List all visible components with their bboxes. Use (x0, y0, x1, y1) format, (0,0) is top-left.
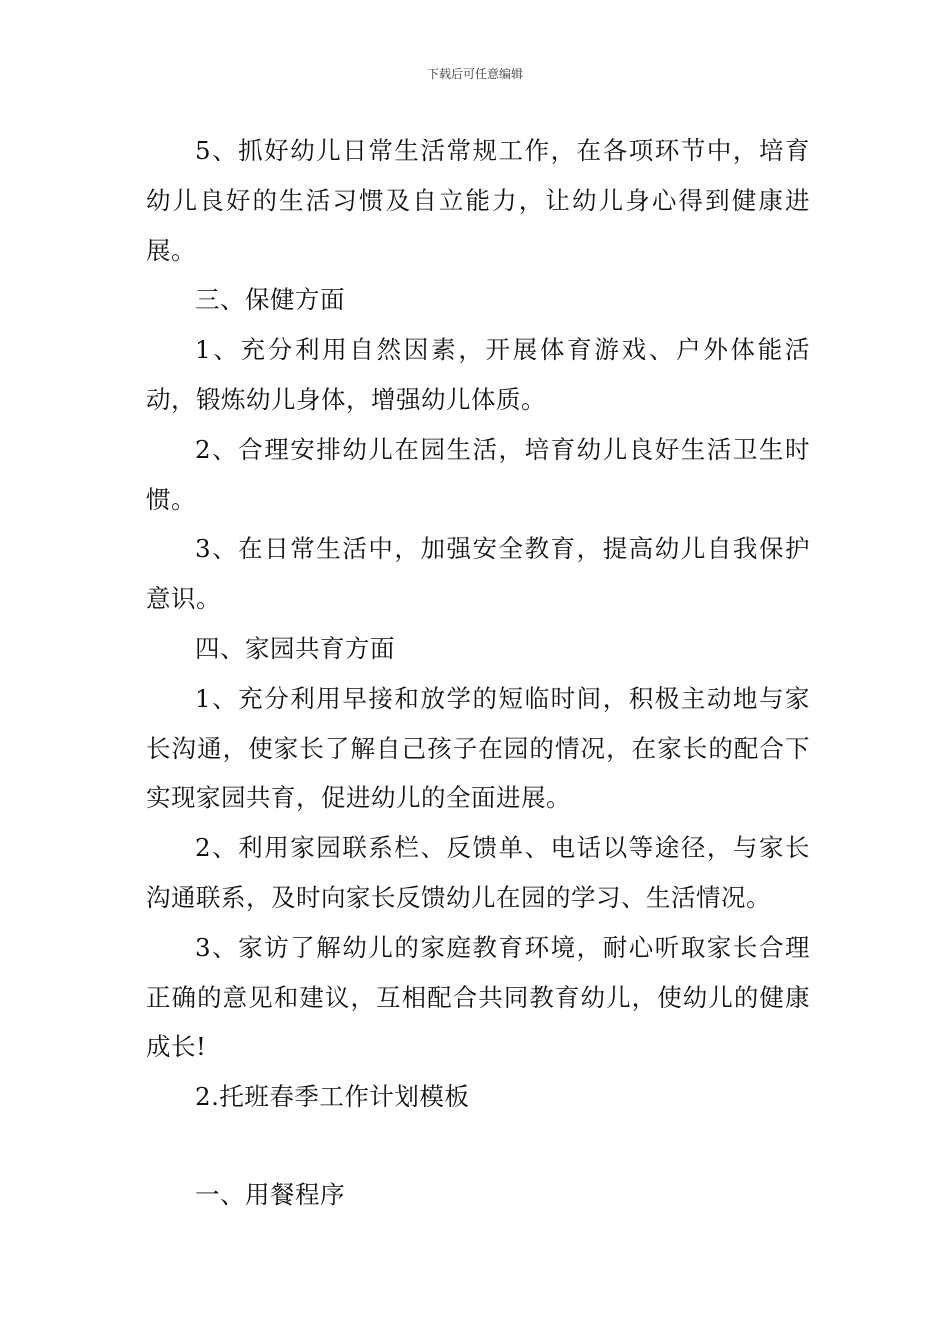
page-header: 下载后可任意编辑 (426, 67, 523, 81)
paragraph-safety-education: 3、在日常生活中，加强安全教育，提高幼儿自我保护意识。 (146, 534, 810, 614)
paragraph-home-visits: 3、家访了解幼儿的家庭教育环境，耐心听取家长合理正确的意见和建议，互相配合共同教育幼儿，使幼儿的健康成长! (146, 932, 810, 1062)
paragraph-daily-routine: 5、抓好幼儿日常生活常规工作，在各项环节中，培育幼儿良好的生活习惯及自立能力，让幼儿身心得到健康进展。 (146, 136, 810, 265)
document-body (146, 126, 810, 1220)
paragraph-parent-communication: 1、充分利用早接和放学的短临时间，积极主动地与家长沟通，使家长了解自己孩子在园的情况，在家长的配合下实现家园共育，促进幼儿的全面进展。 (146, 683, 810, 813)
blank-line (146, 1122, 810, 1170)
section-heading-health-care: 三、保健方面 (195, 285, 345, 315)
section-heading-meal-procedure: 一、用餐程序 (195, 1179, 345, 1209)
paragraph-hygiene-habits: 2、合理安排幼儿在园生活，培育幼儿良好生活卫生时惯。 (146, 434, 810, 514)
paragraph-feedback-channels: 2、利用家园联系栏、反馈单、电话以等途径，与家长沟通联系，及时向家长反馈幼儿在园的学习、生活情况。 (146, 833, 810, 912)
paragraph-physical-activity: 1、充分利用自然因素，开展体育游戏、户外体能活动，锻炼幼儿身体，增强幼儿体质。 (146, 335, 810, 414)
section-heading-home-school: 四、家园共育方面 (195, 633, 395, 663)
document-title-spring-plan: 2.托班春季工作计划模板 (195, 1082, 470, 1112)
